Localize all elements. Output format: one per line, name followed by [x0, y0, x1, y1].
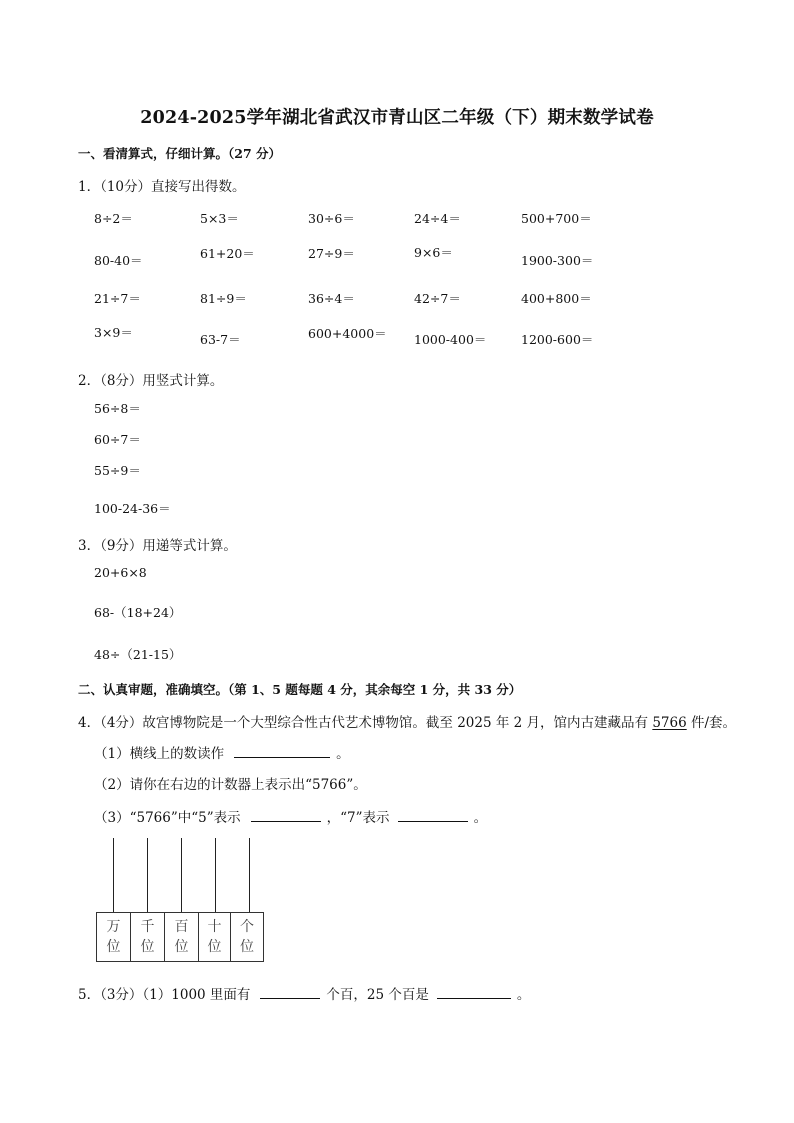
question-5-header — [78, 983, 530, 1003]
q4-sub3-mid: ，“7”表示 — [326, 810, 390, 826]
answer-blank[interactable] — [437, 986, 511, 999]
abacus-rod[interactable] — [249, 838, 250, 912]
q5-mid: 个百，25 个百是 — [326, 987, 429, 1003]
section-1-heading: 一、看清算式，仔细计算。（27 分） — [78, 146, 281, 161]
section-2-heading: 二、认真审题，准确填空。（第 1、5 题每题 4 分，其余每空 1 分，共 33 分） — [78, 682, 522, 697]
q1-expr: 1200-600＝ — [521, 332, 594, 347]
answer-blank[interactable] — [251, 809, 321, 822]
place-label-wan: 万 位 — [97, 913, 131, 961]
q4-sub3-label: （3）“5766”中“5”表示 — [94, 810, 241, 826]
abacus-rod[interactable] — [147, 838, 148, 912]
question-3-header: 3．（9分）用递等式计算。 — [78, 538, 237, 554]
q4-sub3 — [94, 806, 487, 826]
abacus-place-labels — [96, 912, 264, 962]
answer-blank[interactable] — [234, 745, 330, 758]
q1-expr: 30÷6＝ — [308, 211, 355, 226]
q1-expr: 3×9＝ — [94, 325, 133, 340]
q3-item: 20+6×8 — [94, 565, 147, 580]
place-label-bai: 百 位 — [165, 913, 199, 961]
q4-sub1-end: 。 — [336, 746, 350, 762]
q1-expr: 1000-400＝ — [414, 332, 487, 347]
q1-expr: 24÷4＝ — [414, 211, 461, 226]
document-title: 2024-2025学年湖北省武汉市青山区二年级（下）期末数学试卷 — [140, 108, 654, 128]
q2-item: 100-24-36＝ — [94, 501, 171, 516]
abacus-rod[interactable] — [113, 838, 114, 912]
q2-item: 60÷7＝ — [94, 432, 141, 447]
q1-expr: 8÷2＝ — [94, 211, 133, 226]
q5-end: 。 — [516, 987, 531, 1003]
q4-sub2: （2）请你在右边的计数器上表示出“5766”。 — [94, 777, 367, 793]
q1-expr: 400+800＝ — [521, 291, 592, 306]
place-label-shi: 十 位 — [199, 913, 231, 961]
q1-expr: 42÷7＝ — [414, 291, 461, 306]
q1-expr: 63-7＝ — [200, 332, 241, 347]
q1-expr: 500+700＝ — [521, 211, 592, 226]
q1-expr: 27÷9＝ — [308, 246, 355, 261]
q1-expr: 1900-300＝ — [521, 253, 594, 268]
q1-expr: 5×3＝ — [200, 211, 239, 226]
q2-item: 56÷8＝ — [94, 401, 141, 416]
q4-sub1 — [94, 742, 350, 762]
q3-item: 48÷（21-15） — [94, 647, 182, 662]
place-label-qian: 千 位 — [131, 913, 165, 961]
q2-item: 55÷9＝ — [94, 463, 141, 478]
q4-sub1-label: （1）横线上的数读作 — [94, 746, 225, 762]
q1-expr: 600+4000＝ — [308, 326, 387, 341]
question-4-header — [78, 711, 736, 731]
q4-sub3-end: 。 — [473, 810, 488, 826]
answer-blank[interactable] — [398, 809, 468, 822]
q1-expr: 21÷7＝ — [94, 291, 141, 306]
q4-header-text: 4．（4分）故宫博物院是一个大型综合性古代艺术博物馆。截至 2025 年 2 月，馆内古建藏品有 — [78, 715, 653, 731]
q1-expr: 80-40＝ — [94, 253, 143, 268]
abacus-rod[interactable] — [215, 838, 216, 912]
q4-header-tail: 件/套。 — [686, 715, 737, 731]
answer-blank[interactable] — [260, 986, 320, 999]
question-1-header: 1．（10分）直接写出得数。 — [78, 179, 246, 195]
q1-expr: 81÷9＝ — [200, 291, 247, 306]
q3-item: 68-（18+24） — [94, 605, 182, 620]
abacus-rod[interactable] — [181, 838, 182, 912]
q1-expr: 61+20＝ — [200, 246, 255, 261]
question-2-header: 2．（8分）用竖式计算。 — [78, 373, 224, 389]
q1-expr: 36÷4＝ — [308, 291, 355, 306]
q4-underlined-number: 5766 — [652, 715, 687, 731]
place-label-ge: 个 位 — [240, 919, 254, 955]
q5-label: 5．（3分）（1）1000 里面有 — [78, 987, 251, 1003]
q1-expr: 9×6＝ — [414, 245, 453, 260]
